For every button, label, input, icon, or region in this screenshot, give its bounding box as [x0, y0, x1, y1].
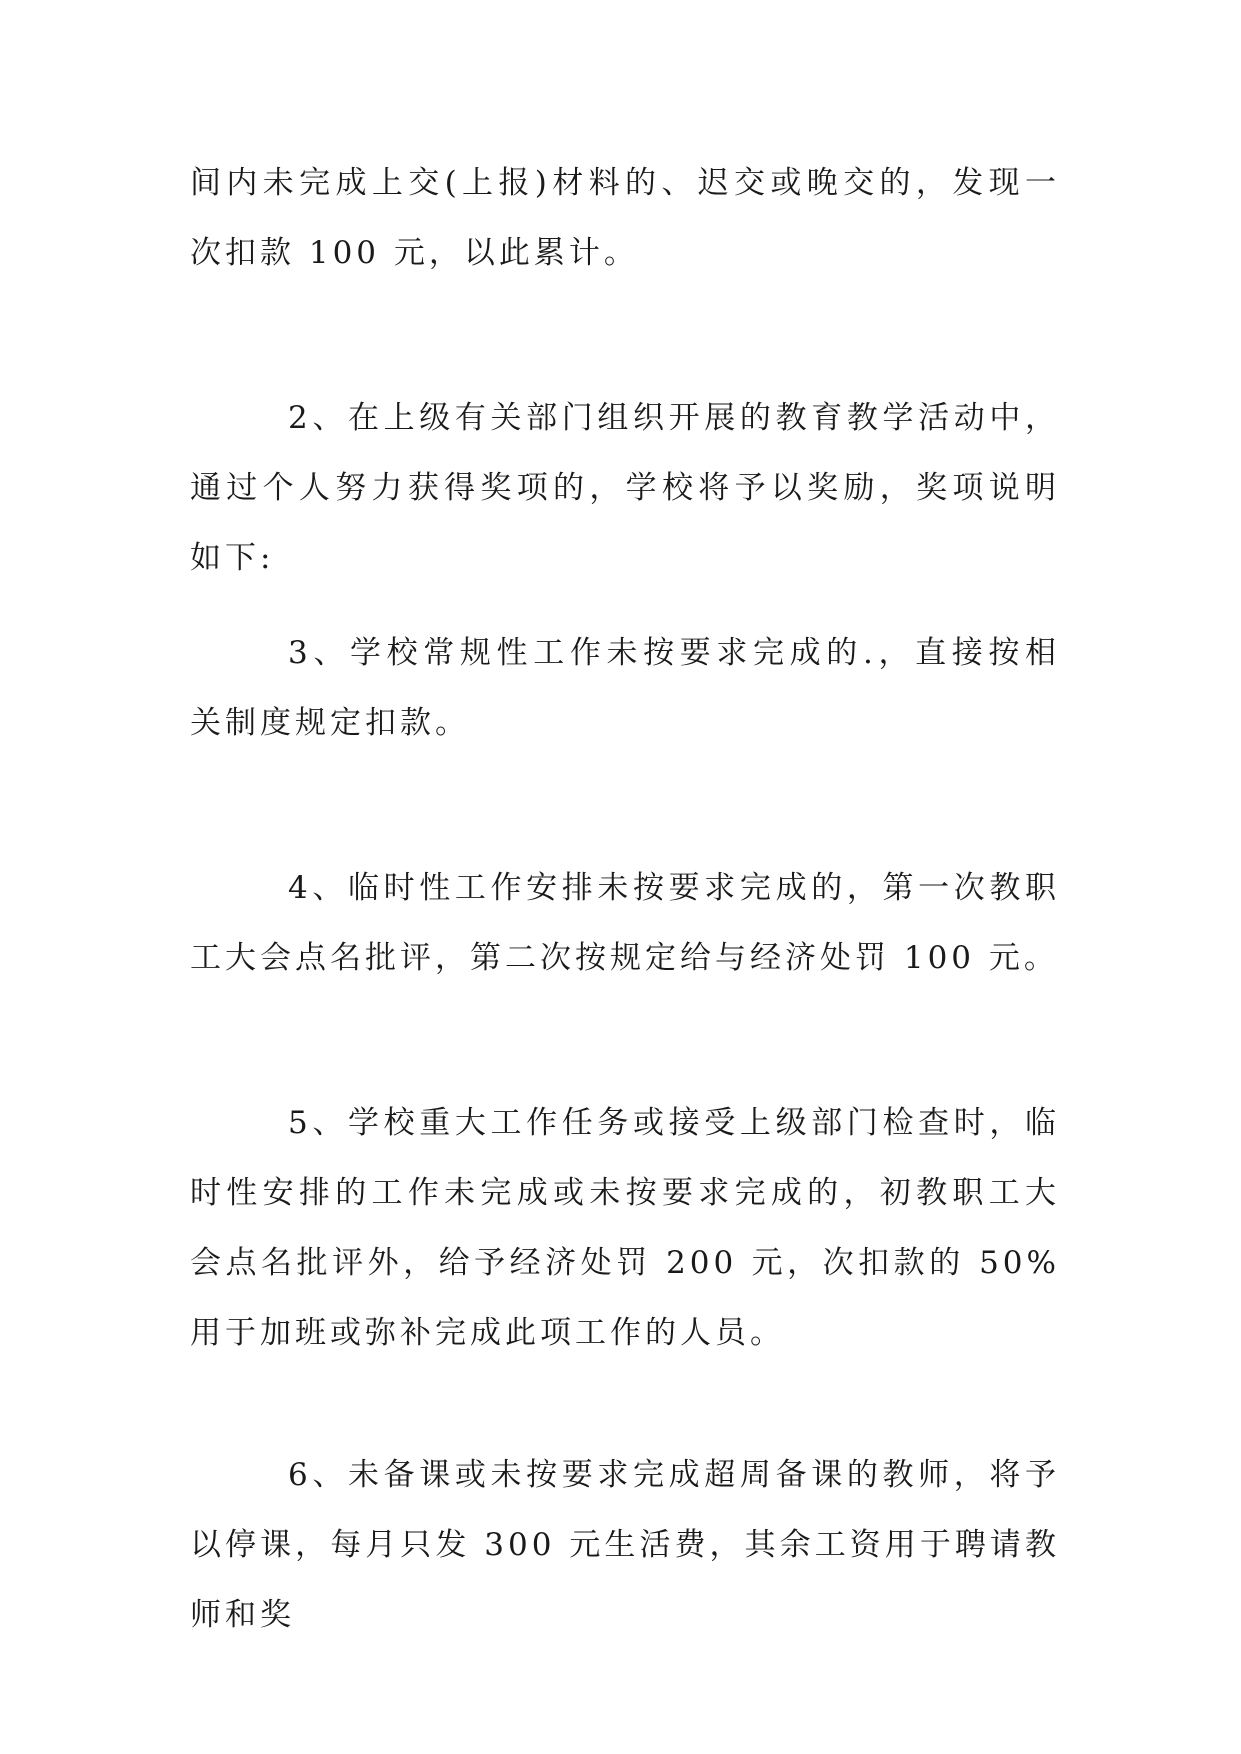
paragraph-item-4: 4、临时性工作安排未按要求完成的，第一次教职工大会点名批评，第二次按规定给与经济处罚 100 元。 — [190, 870, 1060, 976]
paragraph-item-6: 6、未备课或未按要求完成超周备课的教师，将予以停课，每月只发 300 元生活费，其余工资用于聘请教师和奖 — [190, 1457, 1060, 1633]
paragraph-item-5: 5、学校重大工作任务或接受上级部门检查时，临时性安排的工作未完成或未按要求完成的，初教职工大会点名批评外，给予经济处罚 200 元，次扣款的 50%用于加班或弥补完成此项工作的人员。 — [190, 1105, 1060, 1351]
paragraph-item-3: 3、学校常规性工作未按要求完成的.，直接按相关制度规定扣款。 — [190, 635, 1060, 741]
paragraph-continuation: 间内未完成上交(上报)材料的、迟交或晚交的，发现一次扣款 100 元，以此累计。 — [190, 165, 1060, 271]
paragraph-item-2: 2、在上级有关部门组织开展的教育教学活动中，通过个人努力获得奖项的，学校将予以奖励，奖项说明如下: — [190, 400, 1060, 576]
